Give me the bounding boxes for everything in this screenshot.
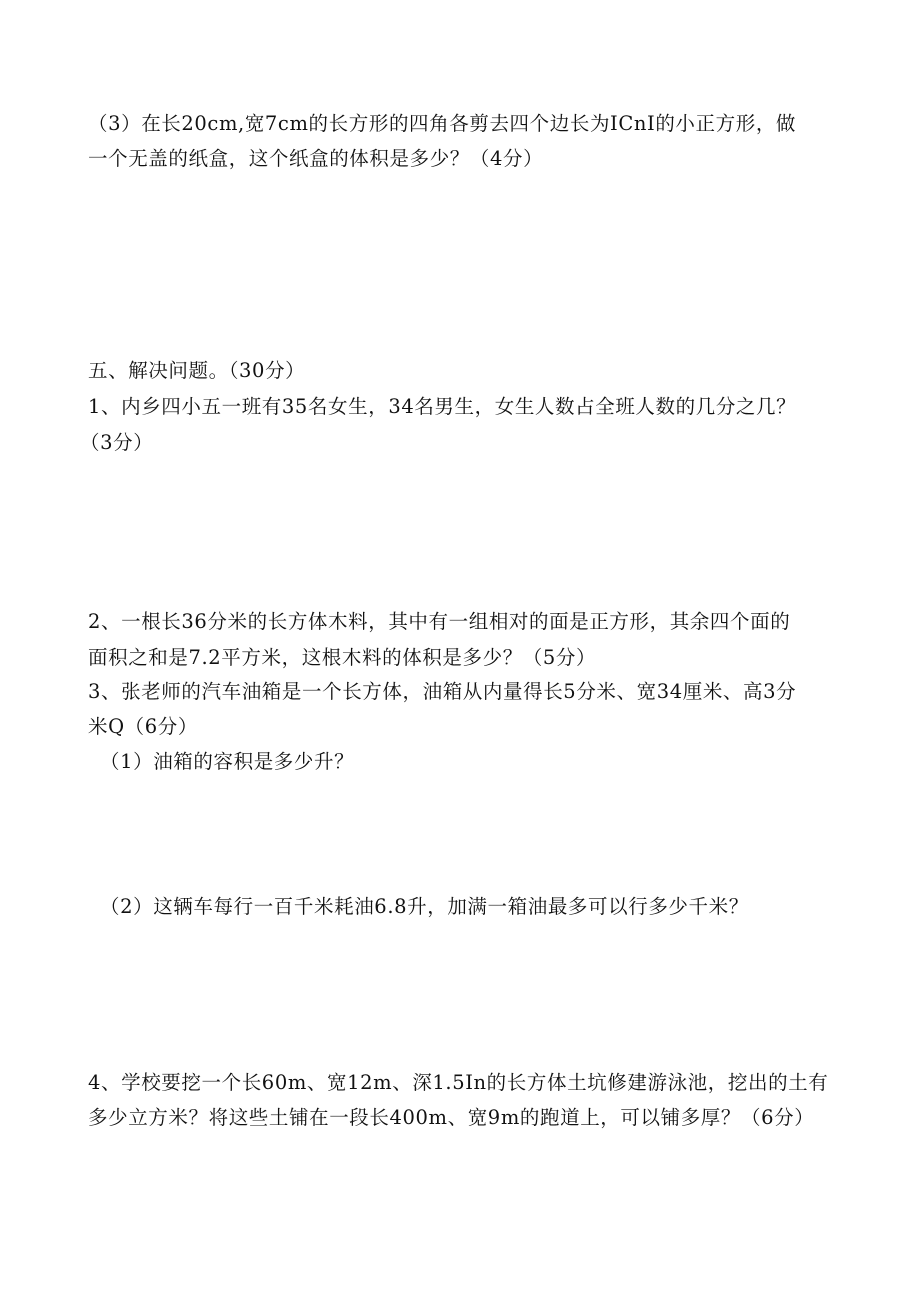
problem-1-line-1: 1、内乡四小五一班有35名女生，34名男生，女生人数占全班人数的几分之几？ — [88, 395, 797, 418]
problem-4-line-2: 多少立方米？将这些土铺在一段长400m、宽9m的跑道上，可以铺多厚？（6分） — [88, 1106, 815, 1129]
problem-2-line-1: 2、一根长36分米的长方体木料，其中有一组相对的面是正方形，其余四个面的 — [88, 610, 791, 633]
problem-3-sub-1: （1）油箱的容积是多少升？ — [100, 750, 355, 773]
problem-1-line-2: （3分） — [80, 431, 154, 454]
question-3-line-1: （3）在长20cm,宽7cm的长方形的四角各剪去四个边长为ICnI的小正方形，做 — [88, 112, 797, 135]
problem-2-line-2: 面积之和是7.2平方米，这根木料的体积是多少？（5分） — [88, 646, 597, 669]
problem-3-line-2: 米Q（6分） — [88, 715, 198, 738]
question-3-line-2: 一个无盖的纸盒，这个纸盒的体积是多少？（4分） — [88, 147, 544, 170]
problem-3-sub-2: （2）这辆车每行一百千米耗油6.8升，加满一箱油最多可以行多少千米？ — [100, 895, 749, 918]
problem-3-line-1: 3、张老师的汽车油箱是一个长方体，油箱从内量得长5分米、宽34厘米、高3分 — [88, 680, 797, 703]
problem-4-line-1: 4、学校要挖一个长60m、宽12m、深1.5In的长方体土坑修建游泳池，挖出的土有 — [88, 1071, 829, 1094]
section-5-heading: 五、解决问题。（30分） — [88, 359, 306, 382]
